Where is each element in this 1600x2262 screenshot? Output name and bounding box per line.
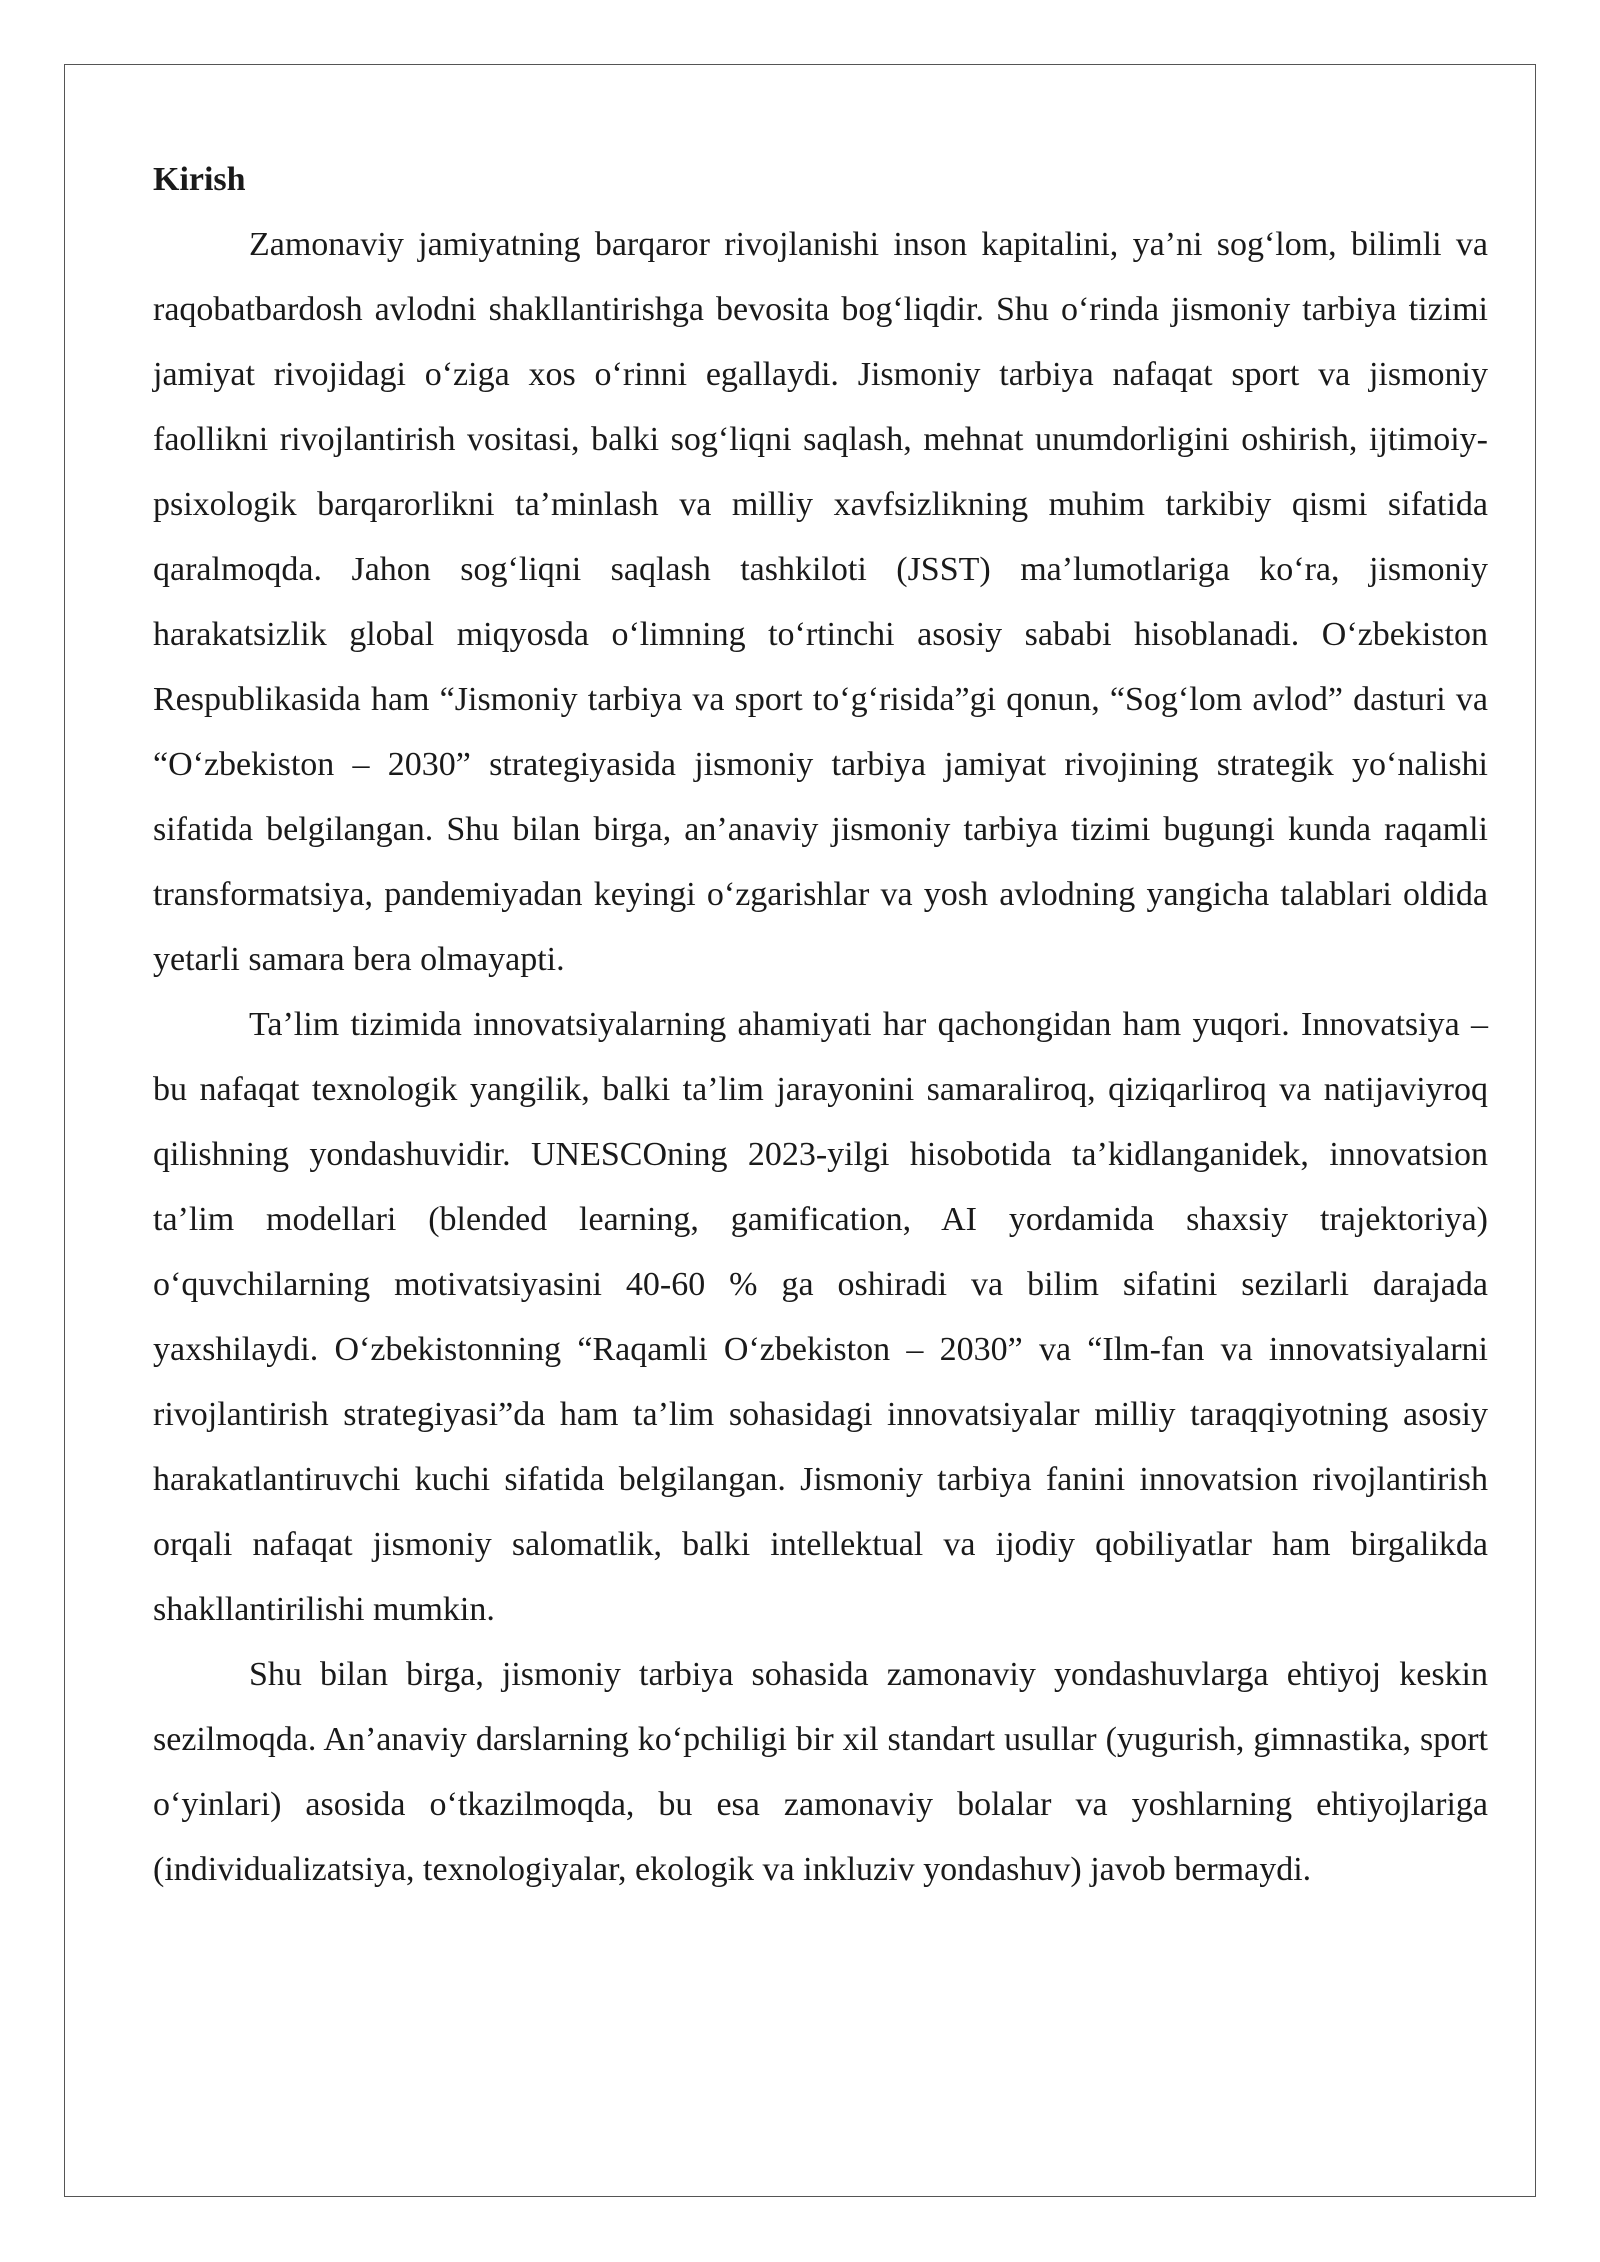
document-body bbox=[153, 147, 1488, 1902]
section-heading: Kirish bbox=[153, 161, 246, 198]
paragraph-2: Ta’lim tizimida innovatsiyalarning ahamiyati har qachongidan ham yuqori. Innovatsiya – bu nafaqat texnologik yangilik, balki ta’lim jarayonini samaraliroq, qiziqarliroq va natijaviyroq qilishning yondashuvidir. UNESCOning 2023-yilgi hisobotida ta’kidlanganidek, innovatsion ta’lim modellari (blended learning, gamification, AI yordamida shaxsiy trajektoriya) o‘quvchilarning motivatsiyasini 40-60 % ga oshiradi va bilim sifatini sezilarli darajada yaxshilaydi. O‘zbekistonning “Raqamli O‘zbekiston – 2030” va “Ilm-fan va innovatsiyalarni rivojlantirish strategiyasi”da ham ta’lim sohasidagi innovatsiyalar milliy taraqqiyotning asosiy harakatlantiruvchi kuchi sifatida belgilangan. Jismoniy tarbiya fanini innovatsion rivojlantirish orqali nafaqat jismoniy salomatlik, balki intellektual va ijodiy qobiliyatlar ham birgalikda shakllantirilishi mumkin. bbox=[153, 1006, 1488, 1628]
paragraph-1: Zamonaviy jamiyatning barqaror rivojlanishi inson kapitalini, ya’ni sog‘lom, bilimli va raqobatbardosh avlodni shakllantirishga bevosita bog‘liqdir. Shu o‘rinda jismoniy tarbiya tizimi jamiyat rivojidagi o‘ziga xos o‘rinni egallaydi. Jismoniy tarbiya nafaqat sport va jismoniy faollikni rivojlantirish vositasi, balki sog‘liqni saqlash, mehnat unumdorligini oshirish, ijtimoiy-psixologik barqarorlikni ta’minlash va milliy xavfsizlikning muhim tarkibiy qismi sifatida qaralmoqda. Jahon sog‘liqni saqlash tashkiloti (JSST) ma’lumotlariga ko‘ra, jismoniy harakatsizlik global miqyosda o‘limning to‘rtinchi asosiy sababi hisoblanadi. O‘zbekiston Respublikasida ham “Jismoniy tarbiya va sport to‘g‘risida”gi qonun, “Sog‘lom avlod” dasturi va “O‘zbekiston – 2030” strategiyasida jismoniy tarbiya jamiyat rivojining strategik yo‘nalishi sifatida belgilangan. Shu bilan birga, an’anaviy jismoniy tarbiya tizimi bugungi kunda raqamli transformatsiya, pandemiyadan keyingi o‘zgarishlar va yosh avlodning yangicha talablari oldida yetarli samara bera olmayapti. bbox=[153, 226, 1488, 978]
paragraph-3: Shu bilan birga, jismoniy tarbiya sohasida zamonaviy yondashuvlarga ehtiyoj keskin sezilmoqda. An’anaviy darslarning ko‘pchiligi bir xil standart usullar (yugurish, gimnastika, sport o‘yinlari) asosida o‘tkazilmoqda, bu esa zamonaviy bolalar va yoshlarning ehtiyojlariga (individualizatsiya, texnologiyalar, ekologik va inkluziv yondashuv) javob bermaydi. bbox=[153, 1656, 1488, 1888]
